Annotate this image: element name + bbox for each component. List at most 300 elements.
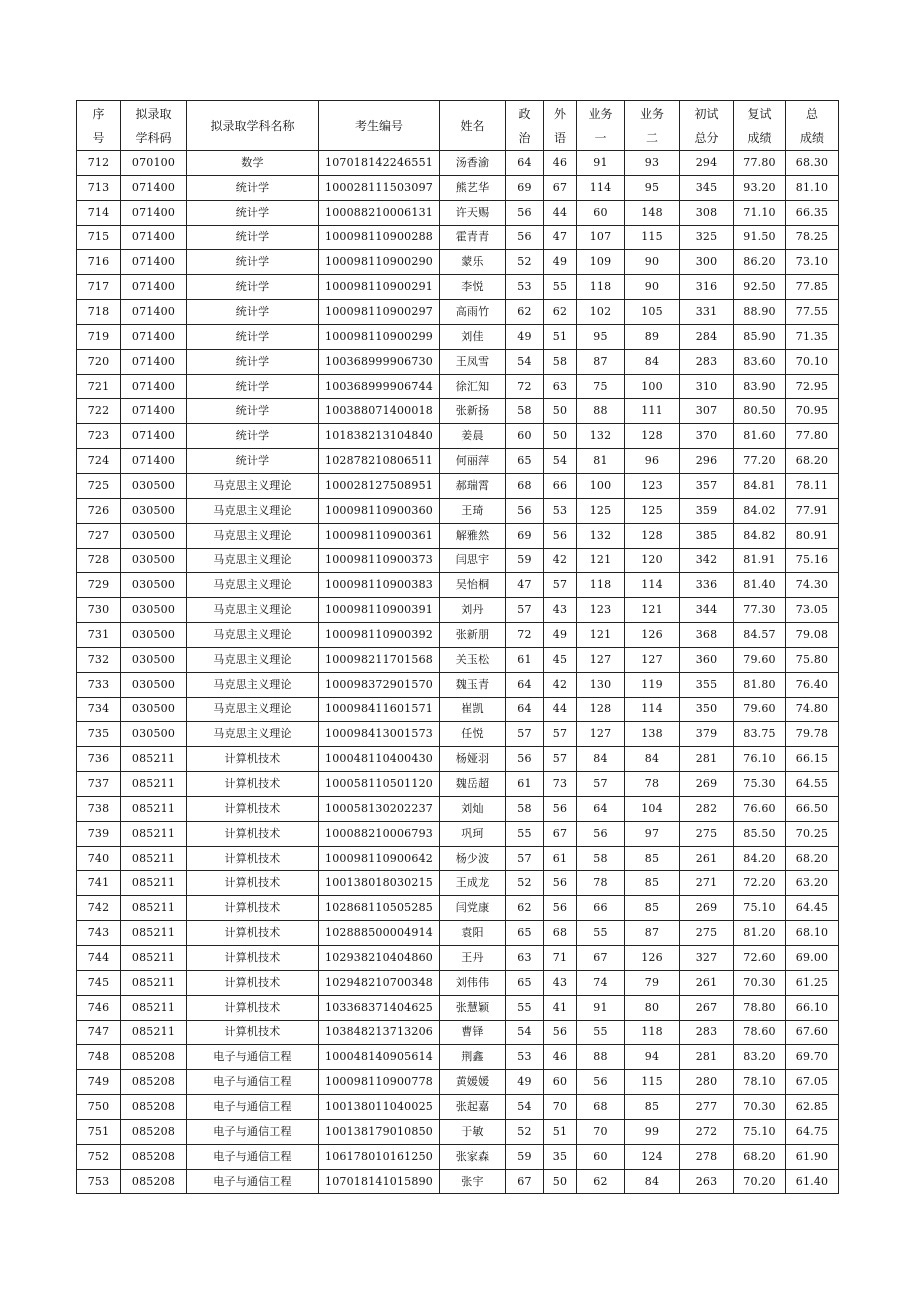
cell-name: 闫党康: [440, 896, 506, 921]
table-row: [77, 1169, 839, 1194]
cell-retest-score: 75.10: [734, 1119, 786, 1144]
cell-name: 汤香渝: [440, 151, 506, 176]
cell-foreign-language: 56: [544, 523, 577, 548]
cell-subject-name: 统计学: [187, 374, 319, 399]
cell-foreign-language: 57: [544, 722, 577, 747]
cell-subject-two: 85: [625, 871, 680, 896]
header-name: [440, 101, 506, 151]
cell-prelim-total: 379: [680, 722, 734, 747]
table-row: [77, 1144, 839, 1169]
cell-subject-two: 120: [625, 548, 680, 573]
cell-total-score: 79.78: [786, 722, 839, 747]
cell-politics: 58: [506, 399, 544, 424]
header-total-score-line: 成绩: [799, 130, 824, 145]
table-row: [77, 821, 839, 846]
cell-exam-id: 100368999906730: [319, 349, 440, 374]
cell-foreign-language: 46: [544, 151, 577, 176]
cell-exam-id: 100368999906744: [319, 374, 440, 399]
cell-seq: 750: [77, 1095, 121, 1120]
cell-subject-one: 88: [577, 1045, 625, 1070]
cell-subject-two: 78: [625, 772, 680, 797]
cell-exam-id: 100088210006793: [319, 821, 440, 846]
cell-name: 霍青青: [440, 225, 506, 250]
cell-subject-name: 计算机技术: [187, 1020, 319, 1045]
cell-prelim-total: 370: [680, 424, 734, 449]
cell-prelim-total: 325: [680, 225, 734, 250]
cell-seq: 733: [77, 672, 121, 697]
cell-subject-one: 130: [577, 672, 625, 697]
cell-seq: 735: [77, 722, 121, 747]
cell-prelim-total: 327: [680, 946, 734, 971]
header-prelim-total-line: 初试: [694, 106, 719, 121]
header-total-score-line: 总: [805, 106, 818, 121]
cell-subject-name: 统计学: [187, 200, 319, 225]
cell-politics: 72: [506, 623, 544, 648]
cell-subject-two: 138: [625, 722, 680, 747]
cell-subject-name: 电子与通信工程: [187, 1095, 319, 1120]
cell-subject-two: 85: [625, 1095, 680, 1120]
cell-foreign-language: 58: [544, 349, 577, 374]
cell-prelim-total: 261: [680, 970, 734, 995]
cell-foreign-language: 53: [544, 498, 577, 523]
cell-name: 荆鑫: [440, 1045, 506, 1070]
cell-prelim-total: 342: [680, 548, 734, 573]
cell-foreign-language: 57: [544, 747, 577, 772]
cell-subject-name: 马克思主义理论: [187, 573, 319, 598]
cell-subject-code: 085208: [121, 1169, 187, 1194]
cell-exam-id: 102888500004914: [319, 921, 440, 946]
cell-exam-id: 102938210404860: [319, 946, 440, 971]
cell-subject-two: 123: [625, 473, 680, 498]
cell-subject-two: 96: [625, 449, 680, 474]
cell-subject-two: 104: [625, 796, 680, 821]
table-row: [77, 772, 839, 797]
cell-subject-name: 统计学: [187, 399, 319, 424]
cell-subject-code: 085211: [121, 896, 187, 921]
cell-politics: 58: [506, 796, 544, 821]
cell-retest-score: 79.60: [734, 697, 786, 722]
cell-total-score: 66.50: [786, 796, 839, 821]
cell-foreign-language: 35: [544, 1144, 577, 1169]
cell-retest-score: 81.80: [734, 672, 786, 697]
cell-subject-name: 电子与通信工程: [187, 1144, 319, 1169]
cell-prelim-total: 360: [680, 647, 734, 672]
cell-total-score: 66.15: [786, 747, 839, 772]
cell-foreign-language: 61: [544, 846, 577, 871]
cell-seq: 749: [77, 1070, 121, 1095]
cell-prelim-total: 300: [680, 250, 734, 275]
cell-subject-two: 84: [625, 747, 680, 772]
cell-subject-name: 统计学: [187, 175, 319, 200]
cell-retest-score: 83.90: [734, 374, 786, 399]
cell-prelim-total: 331: [680, 300, 734, 325]
cell-prelim-total: 263: [680, 1169, 734, 1194]
cell-retest-score: 70.30: [734, 1095, 786, 1120]
cell-subject-two: 118: [625, 1020, 680, 1045]
cell-prelim-total: 277: [680, 1095, 734, 1120]
header-subject-code-line: 学科码: [135, 130, 172, 145]
cell-total-score: 73.05: [786, 598, 839, 623]
cell-prelim-total: 357: [680, 473, 734, 498]
cell-subject-name: 电子与通信工程: [187, 1045, 319, 1070]
table-row: [77, 1095, 839, 1120]
cell-subject-code: 085211: [121, 946, 187, 971]
cell-retest-score: 76.10: [734, 747, 786, 772]
cell-subject-one: 60: [577, 200, 625, 225]
cell-subject-two: 128: [625, 523, 680, 548]
cell-name: 于敏: [440, 1119, 506, 1144]
cell-total-score: 71.35: [786, 324, 839, 349]
cell-name: 崔凯: [440, 697, 506, 722]
header-subject-one: [577, 101, 625, 151]
header-politics-line: 治: [518, 130, 531, 145]
cell-total-score: 61.25: [786, 970, 839, 995]
cell-foreign-language: 45: [544, 647, 577, 672]
cell-politics: 65: [506, 921, 544, 946]
cell-total-score: 68.10: [786, 921, 839, 946]
cell-total-score: 67.05: [786, 1070, 839, 1095]
cell-subject-one: 55: [577, 921, 625, 946]
cell-subject-code: 085211: [121, 1020, 187, 1045]
cell-foreign-language: 68: [544, 921, 577, 946]
cell-retest-score: 81.91: [734, 548, 786, 573]
cell-name: 刘伟伟: [440, 970, 506, 995]
cell-politics: 72: [506, 374, 544, 399]
cell-total-score: 76.40: [786, 672, 839, 697]
cell-name: 魏玉青: [440, 672, 506, 697]
cell-politics: 56: [506, 498, 544, 523]
cell-prelim-total: 307: [680, 399, 734, 424]
cell-subject-two: 85: [625, 846, 680, 871]
cell-total-score: 72.95: [786, 374, 839, 399]
cell-subject-code: 085208: [121, 1070, 187, 1095]
cell-politics: 52: [506, 250, 544, 275]
cell-retest-score: 70.30: [734, 970, 786, 995]
cell-subject-code: 030500: [121, 647, 187, 672]
cell-subject-name: 计算机技术: [187, 970, 319, 995]
cell-name: 闫思宇: [440, 548, 506, 573]
cell-exam-id: 100138179010850: [319, 1119, 440, 1144]
cell-total-score: 77.55: [786, 300, 839, 325]
cell-subject-code: 071400: [121, 424, 187, 449]
cell-foreign-language: 49: [544, 623, 577, 648]
cell-exam-id: 100138018030215: [319, 871, 440, 896]
cell-subject-one: 62: [577, 1169, 625, 1194]
cell-subject-one: 100: [577, 473, 625, 498]
cell-name: 许天赐: [440, 200, 506, 225]
cell-subject-one: 121: [577, 623, 625, 648]
cell-name: 刘灿: [440, 796, 506, 821]
cell-subject-name: 马克思主义理论: [187, 548, 319, 573]
cell-foreign-language: 56: [544, 796, 577, 821]
cell-name: 魏岳超: [440, 772, 506, 797]
cell-name: 黄媛媛: [440, 1070, 506, 1095]
cell-subject-one: 75: [577, 374, 625, 399]
cell-subject-two: 89: [625, 324, 680, 349]
cell-subject-name: 马克思主义理论: [187, 598, 319, 623]
cell-subject-name: 马克思主义理论: [187, 697, 319, 722]
cell-retest-score: 77.20: [734, 449, 786, 474]
cell-seq: 743: [77, 921, 121, 946]
cell-politics: 56: [506, 225, 544, 250]
cell-politics: 68: [506, 473, 544, 498]
cell-subject-one: 91: [577, 995, 625, 1020]
cell-politics: 61: [506, 647, 544, 672]
cell-retest-score: 83.75: [734, 722, 786, 747]
cell-politics: 61: [506, 772, 544, 797]
cell-seq: 721: [77, 374, 121, 399]
header-subject-two: [625, 101, 680, 151]
cell-seq: 720: [77, 349, 121, 374]
cell-exam-id: 100098110900290: [319, 250, 440, 275]
cell-exam-id: 100098110900778: [319, 1070, 440, 1095]
cell-exam-id: 100088210006131: [319, 200, 440, 225]
cell-subject-name: 马克思主义理论: [187, 722, 319, 747]
cell-subject-code: 071400: [121, 225, 187, 250]
cell-total-score: 61.90: [786, 1144, 839, 1169]
cell-subject-code: 071400: [121, 399, 187, 424]
cell-subject-one: 128: [577, 697, 625, 722]
cell-subject-one: 123: [577, 598, 625, 623]
cell-name: 姜晨: [440, 424, 506, 449]
cell-retest-score: 88.90: [734, 300, 786, 325]
cell-exam-id: 102948210700348: [319, 970, 440, 995]
cell-prelim-total: 280: [680, 1070, 734, 1095]
table-row: [77, 1020, 839, 1045]
cell-subject-one: 70: [577, 1119, 625, 1144]
header-retest-score-line: 成绩: [747, 130, 772, 145]
table-row: [77, 722, 839, 747]
cell-subject-code: 030500: [121, 697, 187, 722]
cell-total-score: 69.70: [786, 1045, 839, 1070]
cell-exam-id: 100028111503097: [319, 175, 440, 200]
cell-subject-name: 计算机技术: [187, 796, 319, 821]
cell-name: 巩珂: [440, 821, 506, 846]
cell-prelim-total: 296: [680, 449, 734, 474]
cell-prelim-total: 316: [680, 275, 734, 300]
table-row: [77, 275, 839, 300]
cell-exam-id: 100058130202237: [319, 796, 440, 821]
cell-seq: 729: [77, 573, 121, 598]
cell-seq: 746: [77, 995, 121, 1020]
cell-subject-one: 66: [577, 896, 625, 921]
cell-seq: 717: [77, 275, 121, 300]
cell-foreign-language: 67: [544, 175, 577, 200]
cell-seq: 740: [77, 846, 121, 871]
cell-subject-one: 68: [577, 1095, 625, 1120]
cell-subject-code: 071400: [121, 349, 187, 374]
cell-politics: 57: [506, 722, 544, 747]
cell-subject-one: 127: [577, 722, 625, 747]
cell-subject-two: 84: [625, 349, 680, 374]
cell-foreign-language: 43: [544, 598, 577, 623]
cell-subject-code: 085211: [121, 846, 187, 871]
cell-subject-name: 计算机技术: [187, 946, 319, 971]
cell-exam-id: 100098110900392: [319, 623, 440, 648]
cell-politics: 62: [506, 300, 544, 325]
cell-seq: 734: [77, 697, 121, 722]
cell-foreign-language: 66: [544, 473, 577, 498]
cell-subject-code: 085211: [121, 921, 187, 946]
table-row: [77, 995, 839, 1020]
cell-politics: 63: [506, 946, 544, 971]
cell-retest-score: 84.02: [734, 498, 786, 523]
cell-politics: 60: [506, 424, 544, 449]
table-row: [77, 399, 839, 424]
cell-subject-code: 085208: [121, 1095, 187, 1120]
cell-subject-name: 马克思主义理论: [187, 672, 319, 697]
cell-seq: 742: [77, 896, 121, 921]
cell-politics: 55: [506, 995, 544, 1020]
cell-politics: 54: [506, 1020, 544, 1045]
cell-retest-score: 91.50: [734, 225, 786, 250]
cell-retest-score: 84.81: [734, 473, 786, 498]
cell-seq: 741: [77, 871, 121, 896]
cell-foreign-language: 51: [544, 1119, 577, 1144]
cell-name: 高雨竹: [440, 300, 506, 325]
cell-subject-two: 85: [625, 896, 680, 921]
cell-total-score: 61.40: [786, 1169, 839, 1194]
cell-exam-id: 100098211701568: [319, 647, 440, 672]
cell-subject-two: 124: [625, 1144, 680, 1169]
cell-exam-id: 100098110900373: [319, 548, 440, 573]
cell-exam-id: 101838213104840: [319, 424, 440, 449]
cell-exam-id: 100028127508951: [319, 473, 440, 498]
cell-politics: 57: [506, 598, 544, 623]
cell-total-score: 74.80: [786, 697, 839, 722]
cell-politics: 69: [506, 523, 544, 548]
table-row: [77, 424, 839, 449]
cell-retest-score: 79.60: [734, 647, 786, 672]
cell-prelim-total: 385: [680, 523, 734, 548]
cell-name: 李悦: [440, 275, 506, 300]
cell-subject-name: 马克思主义理论: [187, 523, 319, 548]
table-row: [77, 871, 839, 896]
cell-subject-two: 115: [625, 1070, 680, 1095]
cell-exam-id: 106178010161250: [319, 1144, 440, 1169]
cell-subject-name: 马克思主义理论: [187, 623, 319, 648]
cell-subject-two: 126: [625, 946, 680, 971]
cell-total-score: 66.10: [786, 995, 839, 1020]
cell-total-score: 77.80: [786, 424, 839, 449]
cell-total-score: 69.00: [786, 946, 839, 971]
cell-retest-score: 77.30: [734, 598, 786, 623]
cell-name: 张新扬: [440, 399, 506, 424]
cell-subject-name: 统计学: [187, 275, 319, 300]
cell-subject-one: 81: [577, 449, 625, 474]
cell-retest-score: 72.60: [734, 946, 786, 971]
header-subject-two-line: 业务: [639, 106, 664, 121]
cell-retest-score: 78.80: [734, 995, 786, 1020]
cell-politics: 59: [506, 548, 544, 573]
cell-total-score: 68.30: [786, 151, 839, 176]
cell-politics: 67: [506, 1169, 544, 1194]
cell-foreign-language: 44: [544, 200, 577, 225]
cell-politics: 65: [506, 449, 544, 474]
table-body: [77, 151, 839, 1194]
cell-subject-one: 78: [577, 871, 625, 896]
cell-subject-code: 071400: [121, 175, 187, 200]
cell-prelim-total: 345: [680, 175, 734, 200]
cell-foreign-language: 56: [544, 871, 577, 896]
cell-prelim-total: 359: [680, 498, 734, 523]
cell-seq: 738: [77, 796, 121, 821]
header-retest-score-line: 复试: [747, 106, 772, 121]
cell-name: 张慧颖: [440, 995, 506, 1020]
cell-total-score: 80.91: [786, 523, 839, 548]
cell-foreign-language: 49: [544, 250, 577, 275]
cell-subject-name: 计算机技术: [187, 995, 319, 1020]
cell-total-score: 77.85: [786, 275, 839, 300]
cell-subject-two: 119: [625, 672, 680, 697]
cell-subject-one: 95: [577, 324, 625, 349]
cell-retest-score: 84.20: [734, 846, 786, 871]
cell-total-score: 79.08: [786, 623, 839, 648]
cell-seq: 744: [77, 946, 121, 971]
cell-subject-one: 87: [577, 349, 625, 374]
cell-subject-code: 071400: [121, 449, 187, 474]
cell-subject-one: 55: [577, 1020, 625, 1045]
cell-name: 张家森: [440, 1144, 506, 1169]
header-subject-one-line: 一: [594, 130, 607, 145]
cell-subject-one: 127: [577, 647, 625, 672]
cell-foreign-language: 50: [544, 1169, 577, 1194]
cell-prelim-total: 308: [680, 200, 734, 225]
cell-name: 袁阳: [440, 921, 506, 946]
cell-retest-score: 84.57: [734, 623, 786, 648]
admission-score-table: [76, 100, 839, 1194]
cell-exam-id: 100098372901570: [319, 672, 440, 697]
cell-subject-two: 97: [625, 821, 680, 846]
cell-seq: 714: [77, 200, 121, 225]
cell-seq: 745: [77, 970, 121, 995]
cell-name: 吴怡桐: [440, 573, 506, 598]
cell-subject-two: 125: [625, 498, 680, 523]
cell-exam-id: 100098110900361: [319, 523, 440, 548]
cell-prelim-total: 281: [680, 1045, 734, 1070]
cell-foreign-language: 46: [544, 1045, 577, 1070]
cell-retest-score: 81.20: [734, 921, 786, 946]
cell-subject-code: 085208: [121, 1119, 187, 1144]
cell-subject-one: 114: [577, 175, 625, 200]
cell-subject-name: 马克思主义理论: [187, 647, 319, 672]
cell-subject-two: 121: [625, 598, 680, 623]
cell-politics: 53: [506, 1045, 544, 1070]
cell-total-score: 70.25: [786, 821, 839, 846]
cell-politics: 49: [506, 324, 544, 349]
cell-name: 何丽萍: [440, 449, 506, 474]
table-row: [77, 573, 839, 598]
cell-subject-code: 030500: [121, 523, 187, 548]
cell-seq: 713: [77, 175, 121, 200]
cell-retest-score: 92.50: [734, 275, 786, 300]
cell-exam-id: 100048110400430: [319, 747, 440, 772]
cell-name: 张宇: [440, 1169, 506, 1194]
cell-subject-one: 107: [577, 225, 625, 250]
cell-foreign-language: 51: [544, 324, 577, 349]
cell-foreign-language: 50: [544, 424, 577, 449]
table-row: [77, 921, 839, 946]
cell-subject-two: 111: [625, 399, 680, 424]
cell-seq: 722: [77, 399, 121, 424]
cell-subject-one: 125: [577, 498, 625, 523]
table-row: [77, 747, 839, 772]
cell-total-score: 78.11: [786, 473, 839, 498]
cell-foreign-language: 70: [544, 1095, 577, 1120]
cell-foreign-language: 60: [544, 1070, 577, 1095]
cell-subject-code: 085211: [121, 796, 187, 821]
cell-exam-id: 100138011040025: [319, 1095, 440, 1120]
